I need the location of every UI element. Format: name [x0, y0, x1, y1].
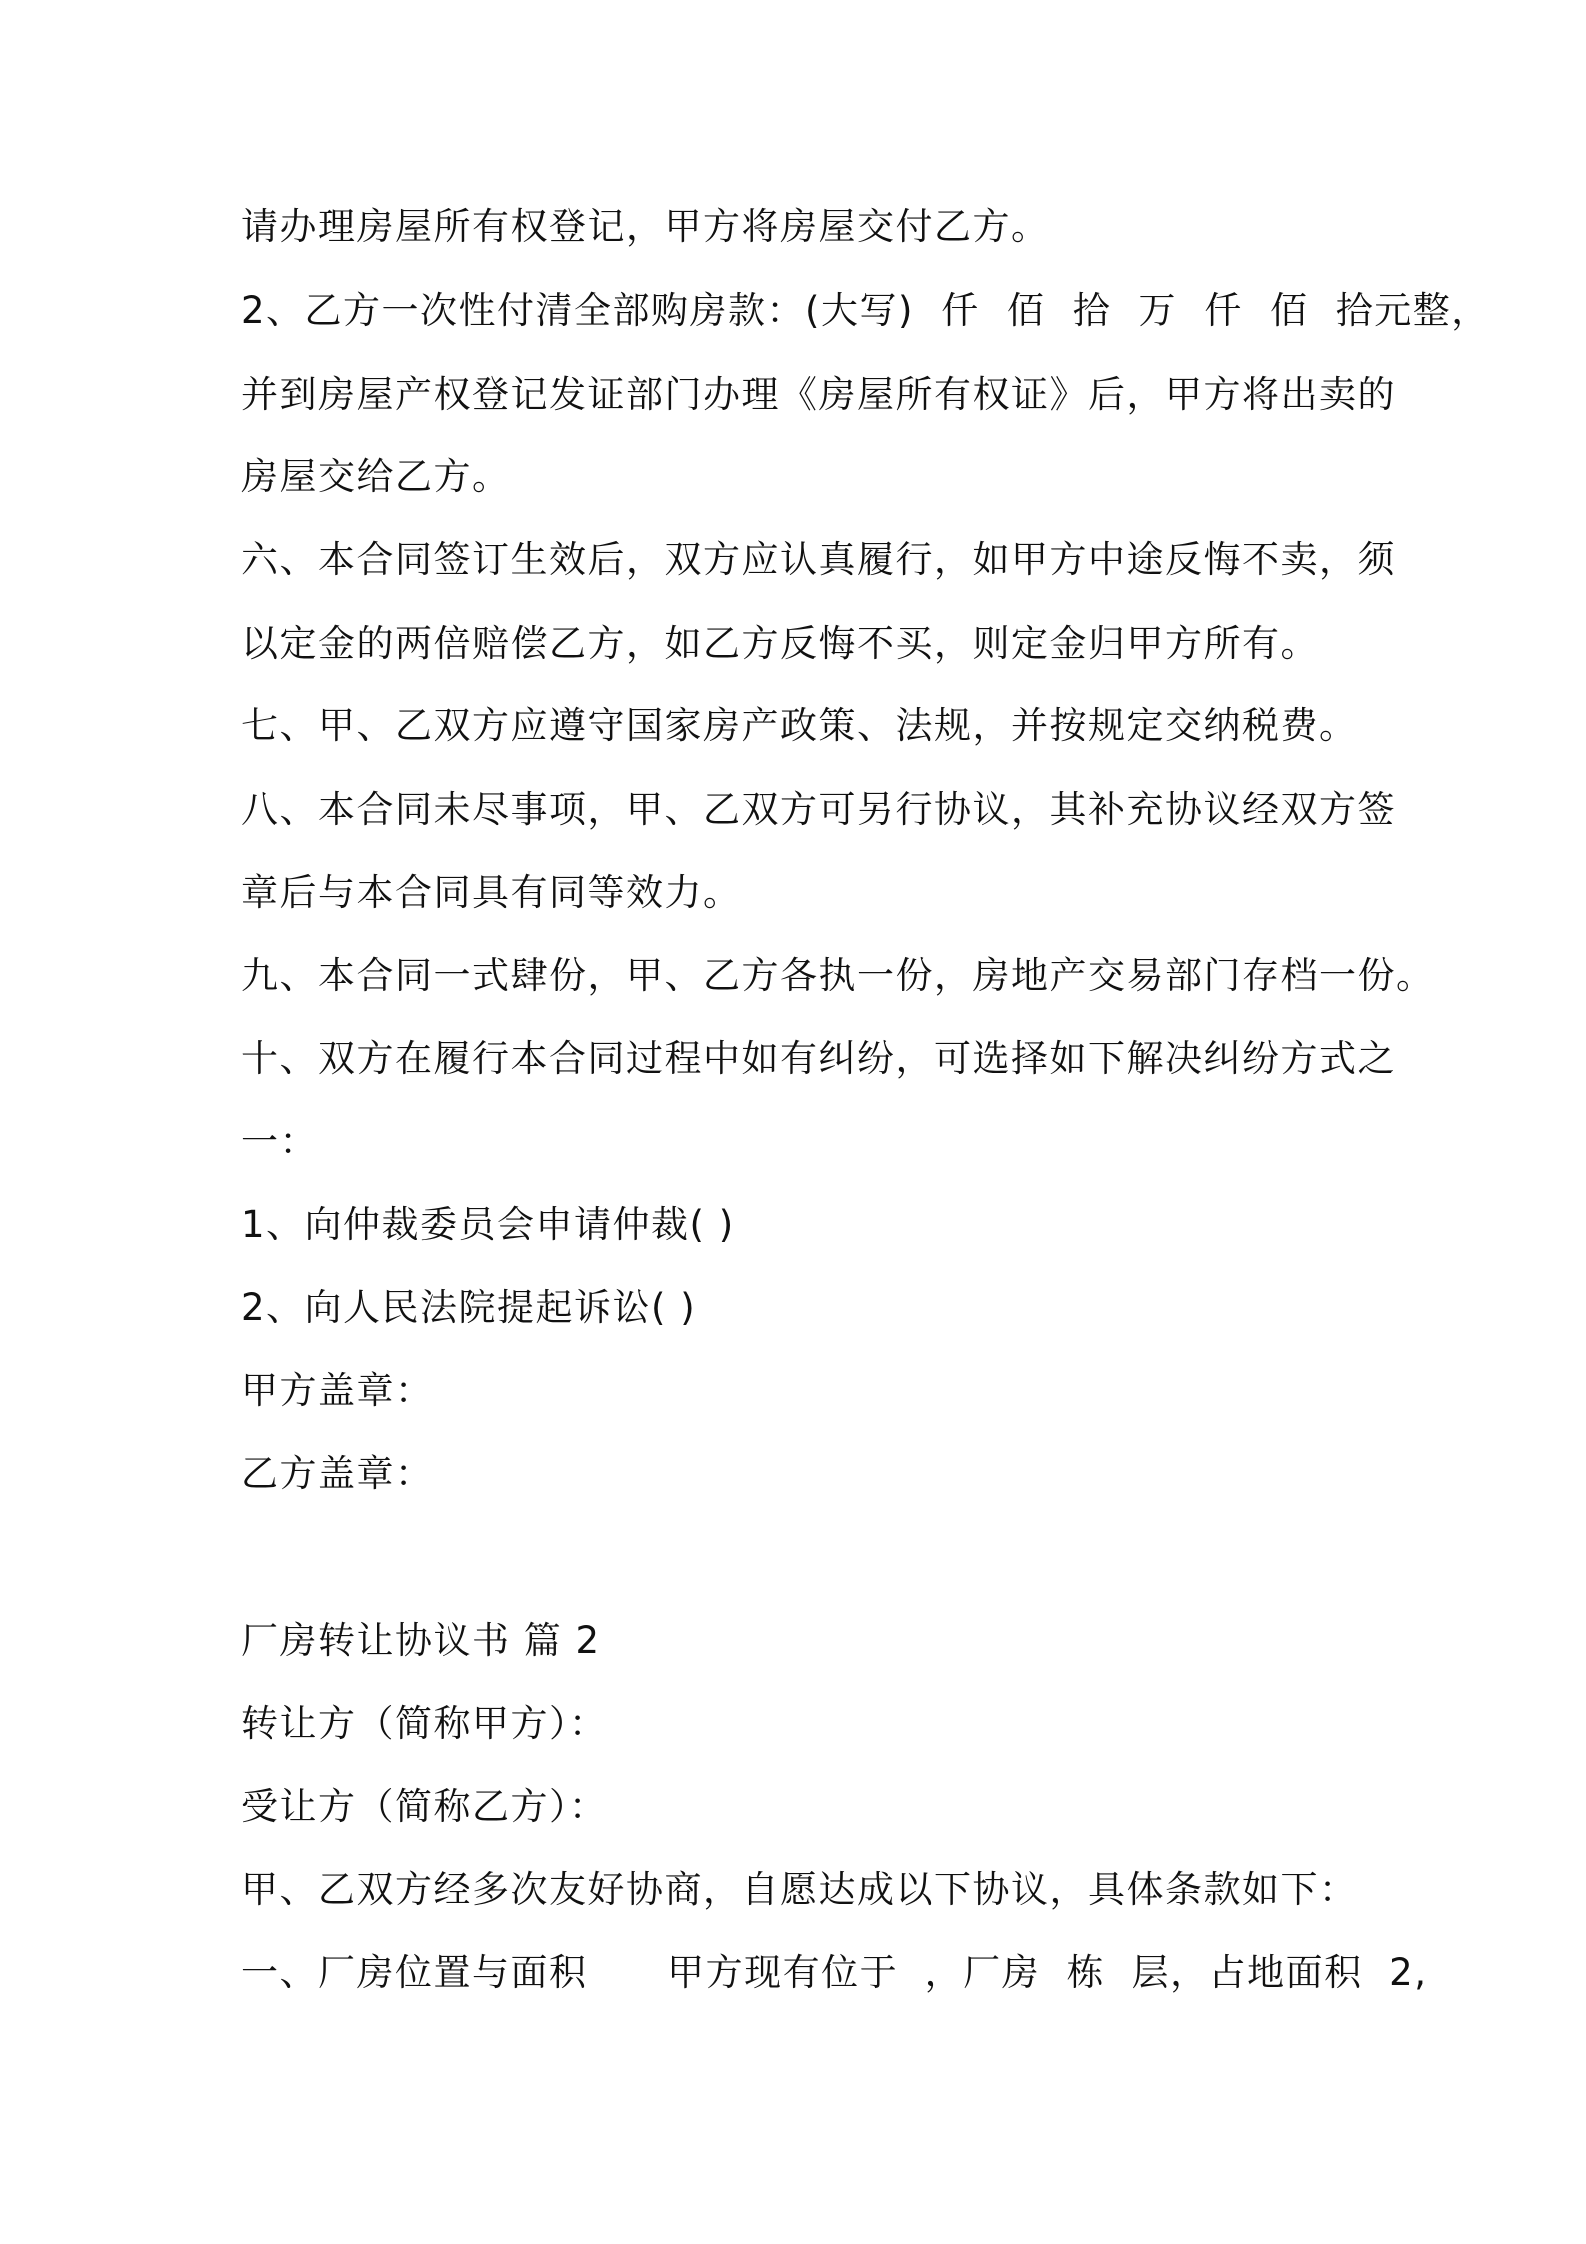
text-line: 十、双方在履行本合同过程中如有纠纷，可选择如下解决纠纷方式之 [241, 1037, 1396, 1080]
text-line: 房屋交给乙方。 [241, 455, 511, 498]
text-line: 1、向仲裁委员会申请仲裁( ) [241, 1203, 735, 1246]
text-line: 章后与本合同具有同等效力。 [241, 871, 742, 914]
text-line: 请办理房屋所有权登记，甲方将房屋交付乙方。 [241, 205, 1050, 248]
text-line: 以定金的两倍赔偿乙方，如乙方反悔不买，则定金归甲方所有。 [241, 622, 1319, 665]
text-line: 2、向人民法院提起诉讼( ) [241, 1286, 697, 1329]
text-line: 并到房屋产权登记发证部门办理《房屋所有权证》后，甲方将出卖的 [241, 373, 1396, 416]
text-line: 九、本合同一式肆份，甲、乙方各执一份，房地产交易部门存档一份。 [241, 954, 1435, 997]
text-line: 甲方盖章： [241, 1369, 434, 1412]
text-line: 转让方（简称甲方）： [241, 1702, 608, 1745]
text-line: 一： [241, 1120, 318, 1163]
section-title: 厂房转让协议书 篇 2 [241, 1619, 601, 1662]
text-line: 七、甲、乙双方应遵守国家房产政策、法规，并按规定交纳税费。 [241, 704, 1358, 747]
text-line: 八、本合同未尽事项，甲、乙双方可另行协议，其补充协议经双方签 [241, 788, 1396, 831]
text-line: 乙方盖章： [241, 1452, 434, 1495]
text-line: 甲、乙双方经多次友好协商，自愿达成以下协议，具体条款如下： [241, 1868, 1358, 1911]
text-line: 一、厂房位置与面积 甲方现有位于 ，厂房 栋 层，占地面积 2, [241, 1951, 1428, 1994]
text-line: 六、本合同签订生效后，双方应认真履行，如甲方中途反悔不卖，须 [241, 538, 1396, 581]
text-line: 受让方（简称乙方）： [241, 1785, 608, 1828]
text-line: 2、乙方一次性付清全部购房款：(大写) 仟 佰 拾 万 仟 佰 拾元整， [241, 289, 1490, 332]
